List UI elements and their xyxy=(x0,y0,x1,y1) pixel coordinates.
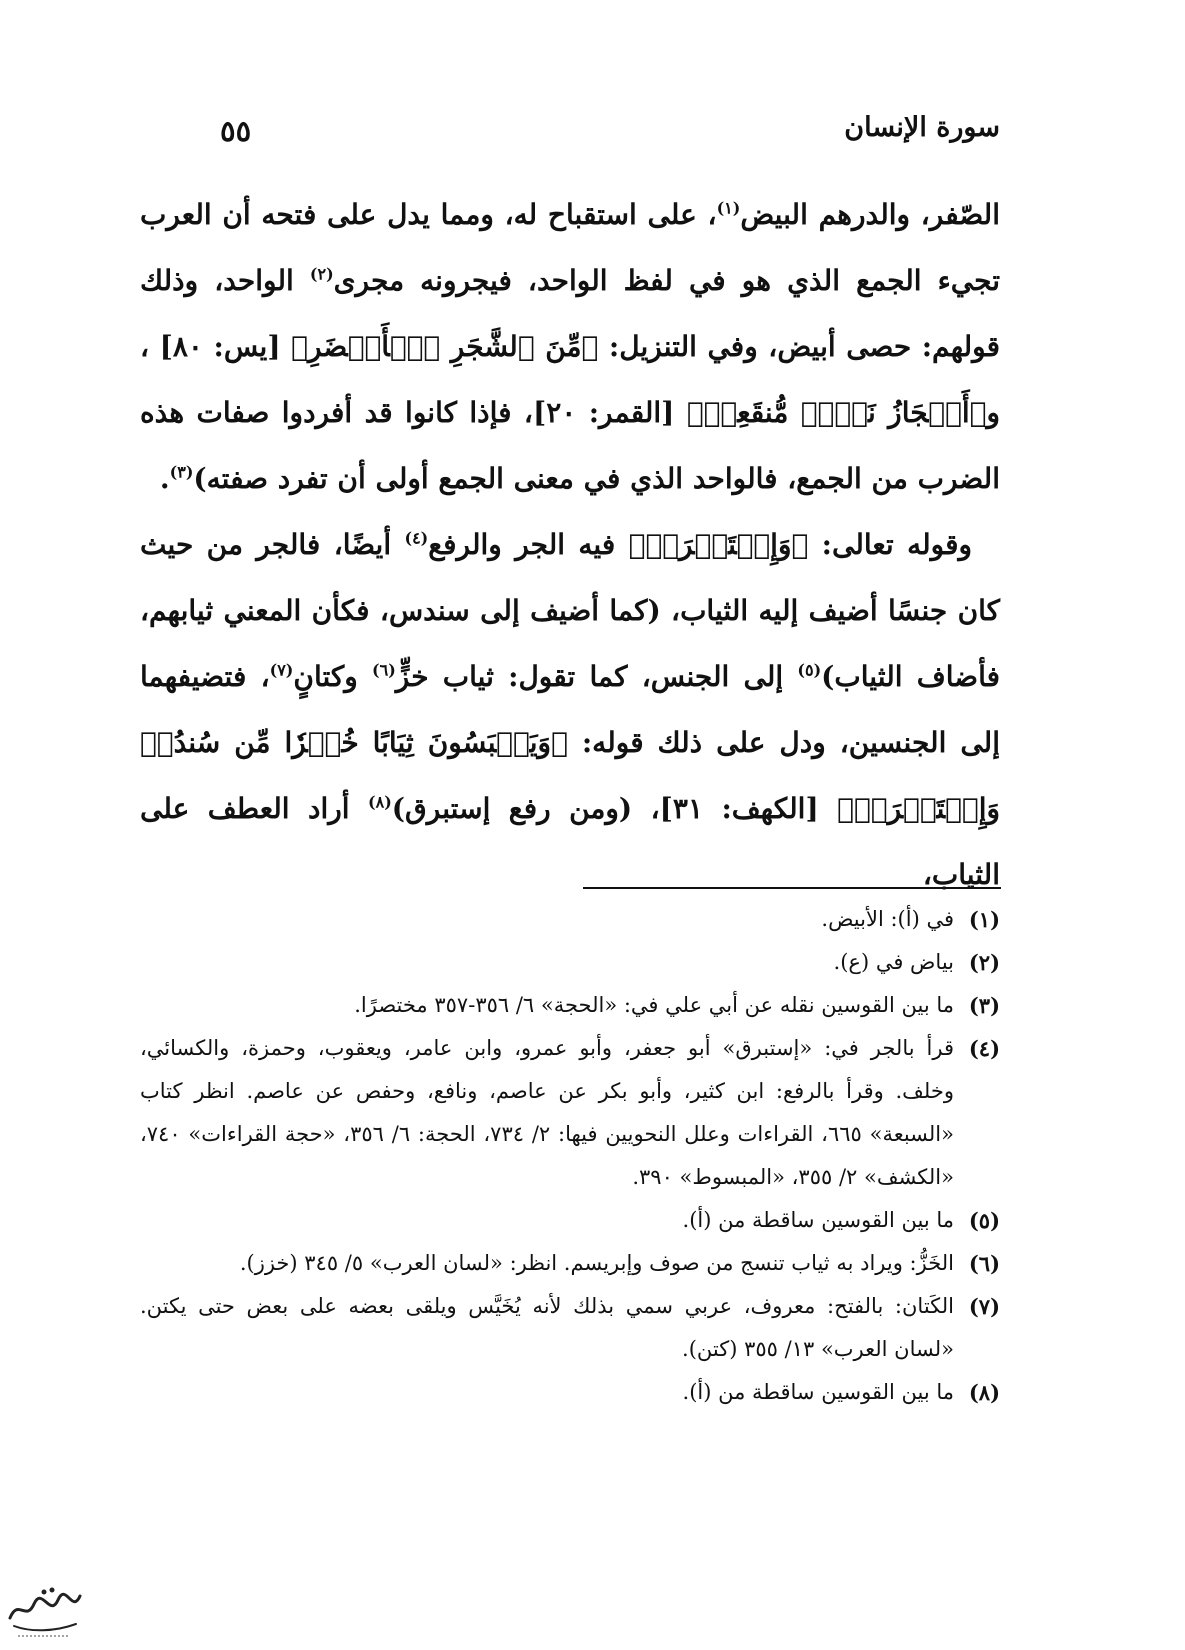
footnote-text: ما بين القوسين ساقطة من (أ). xyxy=(682,1208,954,1232)
footnote xyxy=(140,1027,1000,1199)
text-run: الواحد، وذلك قولهم: حصى أبيض، وفي التنزيل: ﴿مِّنَ ٱلشَّجَرِ ٱلۡأَخۡضَرِ﴾ [يس: ٨٠] ، و﴿أَعۡجَازُ نَخۡلٖ مُّنقَعِرٖ﴾ [القمر: ٢٠]، فإذا كانوا قد أفردوا صفات هذه الضرب من الجمع، فالواحد الذي في معنى الجمع أولى أن تفرد صفته) xyxy=(140,264,1001,495)
footnote xyxy=(140,898,1000,941)
watermark-logo xyxy=(4,1578,84,1640)
footnote xyxy=(140,1242,1000,1285)
footnote-number: (٣) xyxy=(968,993,1000,1018)
text-run: وكتانٍ xyxy=(293,660,373,693)
footnote-number: (٦) xyxy=(968,1251,1000,1276)
footnote-marker-1: (١) xyxy=(716,198,741,218)
footnote-marker-2: (٢) xyxy=(309,264,334,284)
text-run: إلى الجنس، كما تقول: ثياب خزٍّ xyxy=(395,660,798,693)
footnote xyxy=(140,1371,1000,1414)
footnote-number: (٧) xyxy=(968,1294,1000,1319)
footnote-separator xyxy=(583,887,1001,889)
footnote-number: (٨) xyxy=(968,1380,1000,1405)
footnote xyxy=(140,1285,1000,1371)
text-run: أراد العطف على الثياب، xyxy=(140,792,1000,891)
footnotes xyxy=(140,898,1000,1414)
footnote-number: (١) xyxy=(968,907,1000,932)
footnote-text: ما بين القوسين ساقطة من (أ). xyxy=(682,1380,954,1404)
chapter-title: سورة الإنسان xyxy=(844,112,1000,143)
footnote xyxy=(140,1199,1000,1242)
main-text xyxy=(140,182,1000,908)
text-run: أيضًا، فالجر من حيث كان جنسًا أضيف إليه الثياب، (كما أضيف إلى سندس، فكأن المعني ثيابهم، فأضاف الثياب) xyxy=(140,528,1000,693)
footnote-text: بياض في (ع). xyxy=(833,950,954,974)
footnote-text: الخَزُّ: ويراد به ثياب تنسج من صوف وإبريسم. انظر: «لسان العرب» ٥/ ٣٤٥ (خزز). xyxy=(239,1251,954,1275)
page-header xyxy=(200,112,1000,162)
footnote-number: (٢) xyxy=(968,950,1000,975)
footnote-marker-4: (٤) xyxy=(404,528,429,548)
footnote-number: (٥) xyxy=(968,1208,1000,1233)
footnote-number: (٤) xyxy=(968,1036,1000,1061)
footnote-marker-8: (٨) xyxy=(368,792,392,812)
footnote-text: في (أ): الأبيض. xyxy=(821,907,954,931)
footnote xyxy=(140,984,1000,1027)
footnote-marker-6: (٦) xyxy=(372,660,396,680)
text-run: وقوله تعالى: ﴿وَإِسۡتَبۡرَقٞ﴾ فيه الجر والرفع xyxy=(428,528,972,561)
text-run: . xyxy=(159,462,170,495)
text-run: الصّفر، والدرهم البيض xyxy=(740,198,1000,231)
page-number: ٥٥ xyxy=(220,114,252,148)
footnote-text: ما بين القوسين نقله عن أبي علي في: «الحجة» ٦/ ٣٥٦-٣٥٧ مختصرًا. xyxy=(354,993,954,1017)
paragraph-1 xyxy=(140,182,1000,512)
footnote-marker-7: (٧) xyxy=(269,660,294,680)
footnote-text: قرأ بالجر في: «إستبرق» أبو جعفر، وأبو عمرو، وابن عامر، ويعقوب، وحمزة، والكسائي، وخلف. وقرأ بالرفع: ابن كثير، وأبو بكر عن عاصم، ونافع، وحفص عن عاصم. انظر كتاب «السبعة» ٦٦٥، القراءات وعلل النحويين فيها: ٢/ ٧٣٤، الحجة: ٦/ ٣٥٦، «حجة القراءات» ٧٤٠، «الكشف» ٢/ ٣٥٥، «المبسوط» ٣٩٠. xyxy=(140,1036,954,1189)
footnote-marker-5: (٥) xyxy=(797,660,822,680)
footnote-marker-3: (٣) xyxy=(169,462,194,482)
text-run: ، على استقباح له، ومما يدل على فتحه أن العرب تجيء الجمع الذي هو في لفظ الواحد، فيجرونه مجرى xyxy=(140,198,1001,297)
footnote-text: الكَتان: بالفتح: معروف، عربي سمي بذلك لأنه يُخَيَّس ويلقى بعضه على بعض حتى يكتن. «لسان العرب» ١٣/ ٣٥٥ (كتن). xyxy=(140,1294,954,1361)
footnote xyxy=(140,941,1000,984)
paragraph-2 xyxy=(140,512,1000,908)
text-run: ، فتضيفهما إلى الجنسين، ودل على ذلك قوله: ﴿وَيَلۡبَسُونَ ثِيَابًا خُضۡرٗا مِّن سُندُسٖ وَإِسۡتَبۡرَقٖ﴾ [الكهف: ٣١]، (ومن رفع إستبرق) xyxy=(140,660,1000,825)
